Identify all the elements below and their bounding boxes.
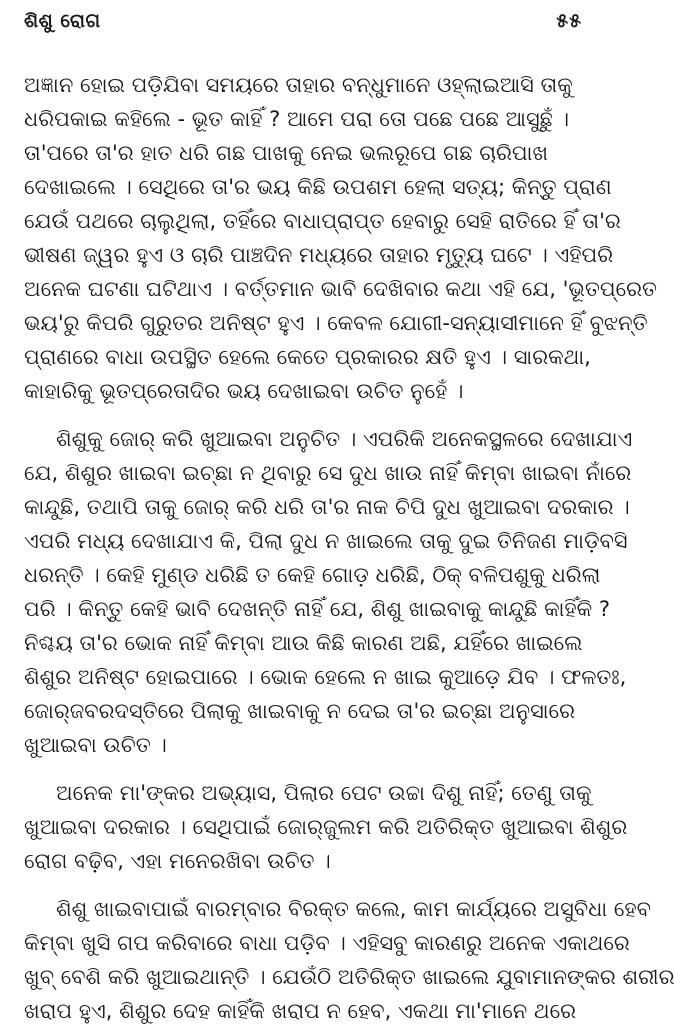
text-line: ପରି । କିନ୍ତୁ କେହି ଭାବି ଦେଖନ୍ତି ନାହିଁ ଯେ, ଶିଶୁ ଖାଇବାକୁ କାନ୍ଦୁଛି କାହିଁକି ?: [24, 597, 610, 621]
text-line: ଖୁବ୍ ବେଶି କରି ଖୁଆଇଥାନ୍ତି । ଯେଉଁଠି ଅତିରିକ୍ତ ଖାଇଲେ ଯୁବାମାନଙ୍କର ଶରୀର: [24, 965, 675, 989]
paragraph: [24, 892, 675, 1028]
text-line: କିମ୍ବା ଖୁସି ଗପ କରିବାରେ ବାଧା ପଡ଼ିବ । ଏହିସବୁ କାରଣରୁ ଅନେକ ଏକାଥରେ: [24, 931, 630, 955]
text-line: ତା'ପରେ ତା'ର ହାତ ଧରି ଗଛ ପାଖକୁ ନେଇ ଭଲରୂପେ ଗଛ ଚାରିପାଖ: [24, 141, 549, 165]
text-line: ନିଶ୍ଚୟ ତା'ର ଭୋକ ନାହିଁ କିମ୍ବା ଆଉ କିଛି କାରଣ ଅଛି, ଯହିଁରେ ଖାଇଲେ: [24, 631, 583, 655]
text-line: ଶିଶୁକୁ ଜୋର୍ କରି ଖୁଆଇବା ଅନୁଚିତ । ଏପରିକି ଅନେକସ୍ଥଳରେ ଦେଖାଯାଏ: [56, 427, 633, 451]
chapter-title: ଶିଶୁ ରୋଗ: [24, 10, 101, 32]
text-line: ରୋଗ ବଢ଼ିବ, ଏହା ମନେରଖିବା ଉଚିତ ।: [24, 849, 331, 873]
text-line: ଅନେକ ମା'ଙ୍କର ଅଭ୍ୟାସ, ପିଲାର ପେଟ ଉଚ୍ଚା ଦିଶୁ ନାହିଁ; ତେଣୁ ତାକୁ: [56, 781, 592, 805]
text-line: ଜୋର୍‌ଜବରଦସ୍ତିରେ ପିଲାକୁ ଖାଇବାକୁ ନ ଦେଇ ତା'ର ଇଚ୍ଛା ଅନୁସାରେ: [24, 699, 575, 723]
text-line: ଅଜ୍ଞାନ ହୋଇ ପଡ଼ିଯିବା ସମୟରେ ତାହାର ବନ୍ଧୁମାନେ ଓହ୍ଲାଇଆସି ତାକୁ: [24, 73, 573, 97]
paragraph: [24, 68, 658, 408]
text-line: ଧରିପକାଇ କହିଲେ - ଭୂତ କାହିଁ ? ଆମେ ପରା ତୋ ପଛେ ପଛେ ଆସୁଛୁଁ ।: [24, 107, 570, 131]
paragraph: [24, 776, 628, 878]
text-line: କାନ୍ଦୁଛି, ତଥାପି ତାକୁ ଜୋର୍ କରି ଧରି ତା'ର ନାକ ଚିପି ଦୁଧ ଖୁଆଇବା ଦରକାର ।: [24, 495, 630, 519]
text-line: ଶିଶୁ ଖାଇବାପାଇଁ ବାରମ୍ବାର ବିରକ୍ତ କଲେ, କାମ କାର୍ଯ୍ୟରେ ଅସୁବିଧା ହେବ: [56, 897, 651, 921]
text-line: ଖରାପ ହୁଏ, ଶିଶୁର ଦେହ କାହିଁକି ଖରାପ ନ ହେବ, ଏକଥା ମା'ମାନେ ଥରେ: [24, 999, 577, 1023]
running-header: [24, 10, 582, 46]
text-line: ଧରନ୍ତି । କେହି ମୁଣ୍ଡ ଧରିଛି ତ କେହି ଗୋଡ଼ ଧରିଛି, ଠିକ୍ ବଳିପଶୁକୁ ଧରିଲା: [24, 563, 601, 587]
body-text: [24, 68, 675, 1028]
text-line: ଶିଶୁର ଅନିଷ୍ଟ ହୋଇପାରେ । ଭୋକ ହେଲେ ନ ଖାଇ କୁଆଡ଼େ ଯିବ । ଫଳତଃ,: [24, 665, 627, 689]
text-line: ଭୀଷଣ ଜ୍ୱର ହୁଏ ଓ ଚାରି ପାଞ୍ଚଦିନ ମଧ୍ୟରେ ତାହାର ମୃତ୍ୟୁ ଘଟେ । ଏହିପରି: [24, 243, 614, 267]
text-line: କାହାରିକୁ ଭୂତପ୍ରେତାଦିର ଭୟ ଦେଖାଇବା ଉଚିତ ନୁହେଁ ।: [24, 379, 464, 403]
text-line: ପ୍ରାଣରେ ବାଧା ଉପସ୍ଥିତ ହେଲେ କେତେ ପ୍ରକାରର କ୍ଷତି ହୁଏ । ସାରକଥା,: [24, 345, 591, 369]
text-line: ଖୁଆଇବା ଉଚିତ ।: [24, 733, 167, 757]
page-number: ୫୫: [556, 10, 582, 32]
text-line: ଯେଉଁ ପଥରେ ଚାଲୁଥିଲା, ତହିଁରେ ବାଧାପ୍ରାପ୍ତ ହେବାରୁ ସେହି ରାତିରେ ହିଁ ତା'ର: [24, 209, 621, 233]
text-line: ଦେଖାଇଲେ । ସେଥିରେ ତା'ର ଭୟ କିଛି ଉପଶମ ହେଲା ସତ୍ୟ; କିନ୍ତୁ ପ୍ରାଣ: [24, 175, 612, 199]
text-line: ଏପରି ମଧ୍ୟ ଦେଖାଯାଏ କି, ପିଲା ଦୁଧ ନ ଖାଇଲେ ତାକୁ ଦୁଇ ତିନିଜଣ ମାଡ଼ିବସି: [24, 529, 628, 553]
text-line: ଖୁଆଇବା ଦରକାର । ସେଥିପାଇଁ ଜୋର୍‌ଜୁଲମ କରି ଅତିରିକ୍ତ ଖୁଆଇବା ଶିଶୁର: [24, 815, 628, 839]
text-line: ଭୟ'ରୁ କିପରି ଗୁରୁତର ଅନିଷ୍ଟ ହୁଏ । କେବଳ ଯୋଗୀ-ସନ୍ୟାସୀମାନେ ହିଁ ବୁଝନ୍ତି: [24, 311, 648, 335]
text-line: ଅନେକ ଘଟଣା ଘଟିଥାଏ । ବର୍ତ୍ତମାନ ଭାବି ଦେଖିବାର କଥା ଏହି ଯେ, 'ଭୂତପ୍ରେତ: [24, 277, 658, 301]
text-line: ଯେ, ଶିଶୁର ଖାଇବା ଇଚ୍ଛା ନ ଥିବାରୁ ସେ ଦୁଧ ଖାଉ ନାହିଁ କିମ୍ବା ଖାଇବା ନାଁରେ: [24, 461, 632, 485]
paragraph: [24, 422, 633, 762]
